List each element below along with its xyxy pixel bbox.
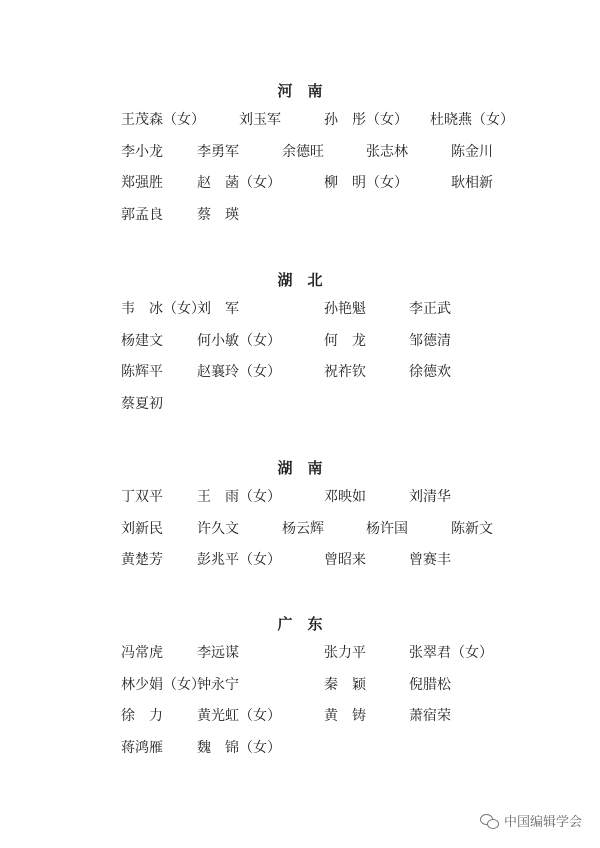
- person-name: 张力平: [324, 645, 366, 661]
- wechat-icon: [480, 814, 498, 828]
- person-name: 张志林: [366, 143, 408, 160]
- section-heading: 湖 北: [277, 271, 323, 289]
- person-name: 陈新文: [451, 520, 493, 537]
- name-row: [0, 361, 600, 383]
- person-name: 林少娟（女）: [121, 676, 205, 693]
- person-name: 杜晓燕（女）: [430, 112, 514, 128]
- section-heading: 湖 南: [277, 459, 323, 477]
- person-name: 陈辉平: [121, 364, 163, 380]
- person-name: 蔡 瑛: [197, 206, 239, 223]
- person-name: 李正武: [409, 301, 451, 317]
- person-name: 冯常虎: [121, 645, 163, 661]
- person-name: 王茂森（女）: [121, 112, 205, 128]
- person-name: 魏 锦（女）: [197, 739, 281, 756]
- person-name: 许久文: [197, 520, 239, 537]
- name-row: [0, 330, 600, 352]
- person-name: 刘新民: [121, 520, 163, 537]
- person-name: 钟永宁: [197, 676, 239, 693]
- name-row: [0, 549, 600, 571]
- name-row: [0, 204, 600, 226]
- name-row: [0, 141, 600, 163]
- person-name: 蒋鸿雁: [121, 739, 163, 756]
- name-row: [0, 674, 600, 696]
- person-name: 丁双平: [121, 489, 163, 505]
- name-row: [0, 393, 600, 415]
- name-row: [0, 705, 600, 727]
- person-name: 杨许国: [366, 520, 408, 537]
- person-name: 邓映如: [324, 489, 366, 505]
- name-row: [0, 298, 600, 320]
- person-name: 刘 军: [197, 301, 239, 317]
- person-name: 彭兆平（女）: [197, 552, 281, 568]
- person-name: 倪腊松: [409, 676, 451, 693]
- person-name: 陈金川: [451, 143, 493, 160]
- person-name: 王 雨（女）: [197, 489, 281, 505]
- person-name: 祝祚钦: [324, 364, 366, 380]
- watermark: [480, 811, 582, 830]
- person-name: 何小敏（女）: [197, 332, 281, 349]
- person-name: 黄 铸: [324, 708, 366, 724]
- person-name: 刘玉军: [239, 112, 281, 128]
- person-name: 郭孟良: [121, 206, 163, 223]
- person-name: 耿相新: [451, 175, 493, 191]
- person-name: 何 龙: [324, 332, 366, 349]
- name-row: [0, 172, 600, 194]
- section-heading: 广 东: [277, 615, 323, 633]
- person-name: 刘清华: [409, 489, 451, 505]
- name-row: [0, 737, 600, 759]
- person-name: 赵襄玲（女）: [197, 364, 281, 380]
- name-row: [0, 486, 600, 508]
- person-name: 赵 菡（女）: [197, 175, 281, 191]
- person-name: 秦 颖: [324, 676, 366, 693]
- person-name: 徐德欢: [409, 364, 451, 380]
- section-heading: 河 南: [277, 82, 323, 100]
- person-name: 郑强胜: [121, 175, 163, 191]
- person-name: 柳 明（女）: [324, 175, 408, 191]
- name-row: [0, 642, 600, 664]
- person-name: 曾赛丰: [409, 552, 451, 568]
- person-name: 徐 力: [121, 708, 163, 724]
- name-row: [0, 109, 600, 131]
- person-name: 邹德清: [409, 332, 451, 349]
- person-name: 李远谋: [197, 645, 239, 661]
- name-row: [0, 518, 600, 540]
- watermark-text: 中国编辑学会: [503, 815, 582, 830]
- person-name: 杨建文: [121, 332, 163, 349]
- person-name: 孙 彤（女）: [324, 112, 408, 128]
- person-name: 黄光虹（女）: [197, 708, 281, 724]
- person-name: 曾昭来: [324, 552, 366, 568]
- person-name: 萧宿荣: [409, 708, 451, 724]
- person-name: 李勇军: [197, 143, 239, 160]
- person-name: 杨云辉: [282, 520, 324, 537]
- person-name: 李小龙: [121, 143, 163, 160]
- person-name: 黄楚芳: [121, 552, 163, 568]
- person-name: 蔡夏初: [121, 395, 163, 412]
- person-name: 韦 冰（女）: [121, 301, 205, 317]
- person-name: 余德旺: [282, 143, 324, 160]
- person-name: 孙艳魁: [324, 301, 366, 317]
- person-name: 张翠君（女）: [409, 645, 493, 661]
